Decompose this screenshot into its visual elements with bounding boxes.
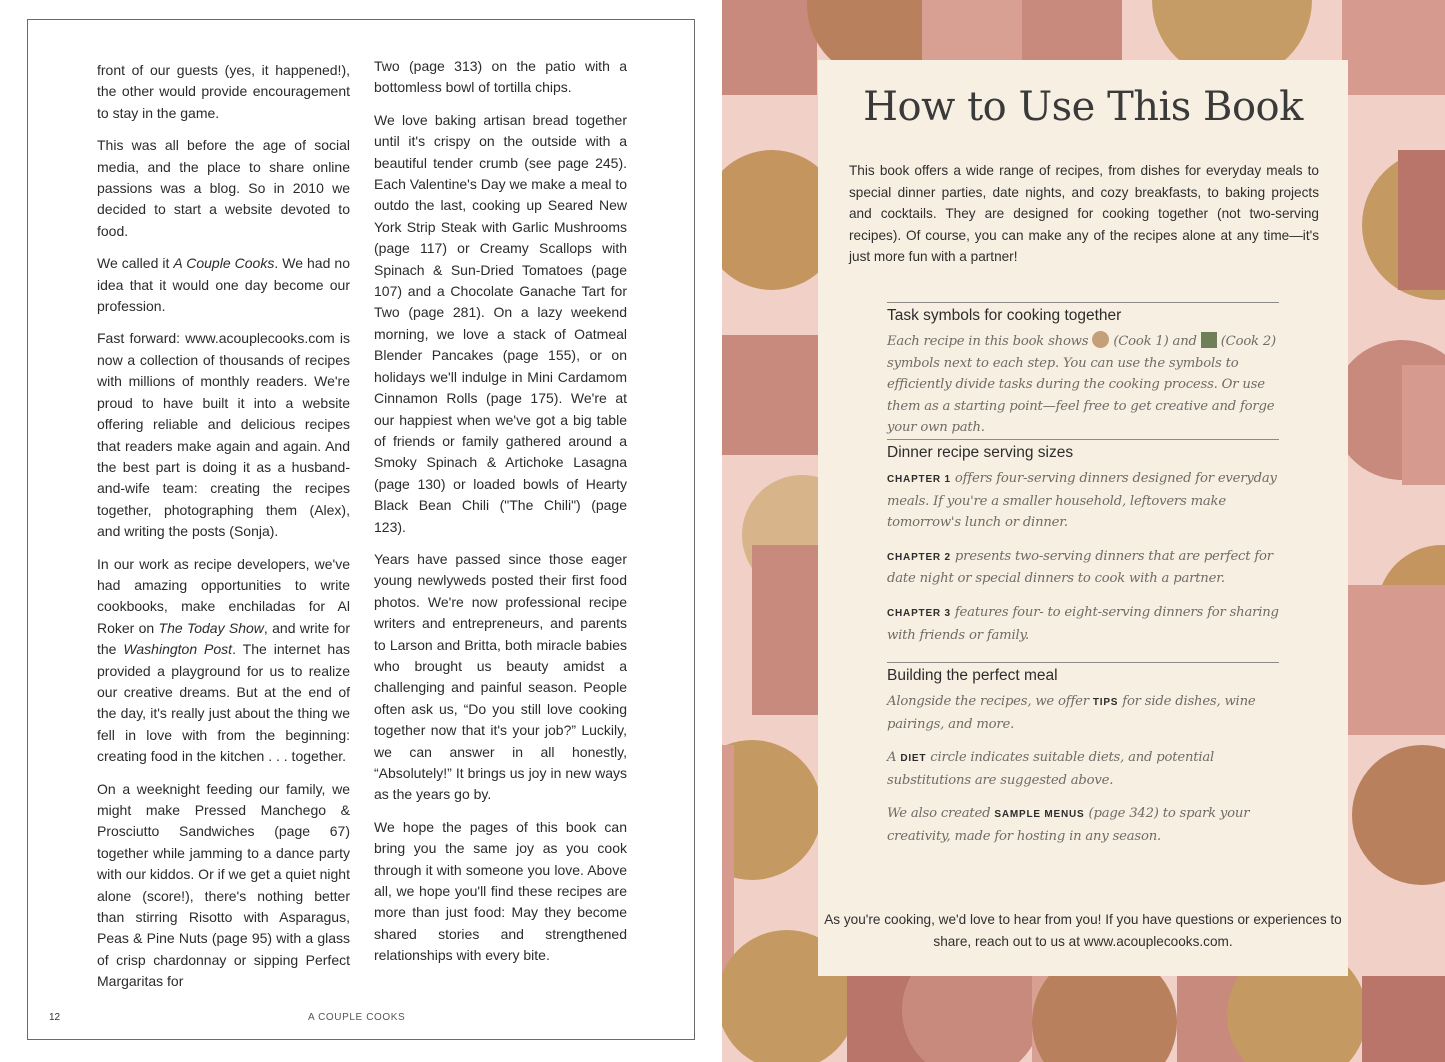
paragraph: This was all before the age of social media, and the place to share online passions was a blog. So in 2010 we decided to start a website devoted to food.	[97, 137, 350, 239]
section-perfect-meal	[887, 662, 1279, 860]
cook2-square-icon	[1201, 332, 1217, 348]
running-head: A COUPLE COOKS	[308, 1012, 406, 1023]
show-title-italic: The Today Show	[158, 619, 264, 636]
diet-note: A DIET circle indicates suitable diets, and potential substitutions are suggested above.	[887, 750, 1215, 788]
pattern-square	[1362, 976, 1445, 1062]
pattern-square	[1348, 585, 1445, 735]
section-heading: Building the perfect meal	[887, 667, 1058, 684]
left-page	[0, 0, 722, 1062]
cook1-circle-icon	[1092, 331, 1109, 348]
pattern-circle	[722, 740, 822, 880]
section-serving-sizes	[887, 439, 1279, 658]
pattern-square	[1402, 365, 1445, 485]
section-heading: Dinner recipe serving sizes	[887, 444, 1074, 461]
paragraph: On a weeknight feeding our family, we might make Pressed Manchego & Prosciutto Sandwiches (page 67) together while jamming to a dance party with our kiddos. Or if we get a quiet night alone (score!), there's nothing better than stirring Risotto with Asparagus, Peas & Pine Nuts (page 95) with a glass of crisp chardonnay or sipping Perfect Margaritas for	[97, 780, 350, 990]
pattern-square	[1022, 0, 1122, 60]
pattern-square	[722, 335, 818, 455]
page-number: 12	[49, 1012, 61, 1023]
pattern-square	[922, 0, 1022, 60]
intro-paragraph: This book offers a wide range of recipes, from dishes for everyday meals to special dinner parties, date nights, and cozy breakfasts, to baking projects and cocktails. They are designed for cooking together (not two-serving recipes). Of course, you can make any of the recipes alone at any time—it's just more fun with a partner!	[849, 163, 1319, 265]
paragraph: front of our guests (yes, it happened!), the other would provide encouragement to stay in the game.	[97, 62, 350, 121]
page-title: How to Use This Book	[863, 84, 1303, 130]
section-heading: Task symbols for cooking together	[887, 307, 1122, 324]
paragraph: In our work as recipe developers, we've had amazing opportunities to write cookbooks, make enchiladas for Al Roker on The Today Show, and write for the Washington Post. The internet has provided a playground for us to realize our creative dreams. But at the end of the day, it's really just about the thing we fell in love with from the beginning: creating food in the kitchen . . . together.	[97, 555, 350, 765]
chapter-3-note: CHAPTER 3 features four- to eight-serving dinners for sharing with friends or family.	[887, 604, 1279, 643]
paragraph: We called it A Couple Cooks. We had no idea that it would one day become our profession.	[97, 255, 350, 315]
newspaper-title-italic: Washington Post	[123, 641, 233, 658]
text-column-2	[374, 56, 627, 978]
book-title-italic: A Couple Cooks	[173, 255, 275, 272]
chapter-1-note: CHAPTER 1 offers four-serving dinners designed for everyday meals. If you're a smaller household, leftovers make tomorrow's lunch or dinner.	[887, 471, 1277, 531]
pattern-circle	[1352, 745, 1445, 885]
paragraph: We love baking artisan bread together until it's crispy on the outside with a beautiful tender crumb (see page 245). Each Valentine's Day we make a meal to outdo the last, cooking up Seared New York Strip Steak with Garlic Mushrooms (page 117) or Creamy Scallops with Spinach & Sun-Dried Tomatoes (page 107) and a Chocolate Ganache Tart for Two (page 281). On a lazy weekend morning, we love a stack of Oatmeal Blender Pancakes (page 155), or on holidays we'll indulge in Mini Cardamom Cinnamon Rolls (page 175). We're at our happiest when we've got a big table of friends or family gathered around a Smoky Spinach & Artichoke Lasagna (page 130) or loaded bowls of Hearty Black Bean Chili ("The Chili") (page 123).	[374, 111, 627, 535]
section-text: Each recipe in this book shows (Cook 1) and (Cook 2) symbols next to each step. You can use the symbols to efficiently divide tasks during the cooking process. Or use them as a starting point—feel free to get creative and forge your own path.	[887, 331, 1279, 439]
sample-menus-note: We also created SAMPLE MENUS (page 342) to spark your creativity, made for hosting in any season.	[887, 806, 1250, 844]
section-task-symbols	[887, 302, 1279, 451]
paragraph: We hope the pages of this book can bring you the same joy as you cook through it with someone you love. Above all, we hope you'll find these recipes are more than just food: May they become shared stories and strengthened relationships with every bite.	[374, 818, 627, 964]
chapter-2-note: CHAPTER 2 presents two-serving dinners that are perfect for date night or special dinners to cook with a partner.	[887, 548, 1273, 587]
outro-paragraph: As you're cooking, we'd love to hear from you! If you have questions or experiences to share, reach out to us at www.acouplecooks.com.	[824, 912, 1342, 949]
pattern-square	[752, 545, 818, 715]
tips-note: Alongside the recipes, we offer TIPS for side dishes, wine pairings, and more.	[887, 694, 1256, 732]
paragraph: Fast forward: www.acouplecooks.com is now a collection of thousands of recipes with millions of monthly readers. We're proud to have built it into a website offering reliable and delicious recipes that readers make again and again. And the best part is doing it as a husband-and-wife team: creating the recipes together, photographing them (Alex), and writing the posts (Sonja).	[97, 330, 350, 540]
pattern-square	[722, 0, 817, 95]
text-column-1	[97, 60, 350, 1004]
paragraph: Two (page 313) on the patio with a bottomless bowl of tortilla chips.	[374, 58, 627, 96]
pattern-square	[1398, 150, 1445, 290]
pattern-square	[1342, 0, 1445, 95]
paragraph: Years have passed since those eager young newlyweds posted their first food photos. We're now professional recipe writers and entrepreneurs, and parents to Larson and Britta, both miracle babies who brought us beauty amidst a challenging and painful season. People often ask us, “Do you still love cooking together now that it's your job?” Luckily, we can answer in all honestly, “Absolutely!” It brings us joy in new ways as the years go by.	[374, 550, 627, 803]
pattern-square	[722, 745, 734, 975]
